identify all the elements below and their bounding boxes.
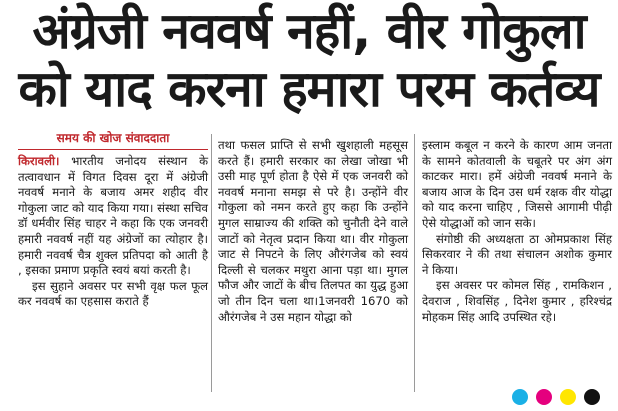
black-dot (584, 389, 600, 405)
column-divider (414, 134, 415, 392)
magenta-dot (536, 389, 552, 405)
paragraph-text: भारतीय जनोदय संस्थान के तत्वावधान में विगत दिवस दूरा में अंग्रेजी नववर्ष मनाने के बजाय अमर शहीद वीर गोकुला जाट को याद किया गया। संस्था सचिव डॉ धर्मवीर सिंह चाहर ने कहा कि एक जनवरी हमारी नववर्ष नहीं यह अंग्रेजों का त्योहार है। हमारी नववर्ष चैत्र शुक्ल प्रतिपदा को आती है , इसका प्रमाण प्रकृति स्वयं बयां करती है। (18, 154, 208, 278)
cyan-dot (512, 389, 528, 405)
yellow-dot (560, 389, 576, 405)
article-column-3 (422, 138, 612, 325)
article-paragraph: तथा फसल प्राप्ति से सभी खुशहाली महसूस करते हैं। हमारी सरकार का लेखा जोखा भी उसी माह पूर्ण होता है ऐसे में एक जनवरी को नववर्ष मनाना समझ से परे है। उन्होंने वीर गोकुला को नमन करते हुए कहा कि उन्होंने मुगल साम्राज्य की शक्ति को चुनौती देने वाले जाटों को नेतृत्व प्रदान किया था। वीर गोकुला जाट से निपटने के लिए औरंगजेब को स्वयं दिल्ली से चलकर मथुरा आना पड़ा था। मुगल फौज और जाटों के बीच तिलपत का युद्ध हुआ जो तीन दिन चला था।1जनवरी 1670 को औरंगजेब ने उस महान योद्धा को (218, 138, 408, 324)
byline: समय की खोज संवाददाता (18, 130, 208, 150)
article-column-1 (18, 130, 208, 310)
article-column-2 (218, 138, 408, 325)
article-paragraph: इस अवसर पर कोमल सिंह , रामकिशन , देवराज , शिवसिंह , दिनेश कुमार , हरिश्चंद्र मोहकम सिंह आदि उपस्थित रहे। (422, 278, 612, 324)
article-paragraph (18, 154, 208, 279)
column-divider (211, 134, 212, 392)
print-color-marks (512, 389, 600, 405)
headline-line-1: अंग्रेजी नववर्ष नहीं, वीर गोकुला (32, 2, 586, 60)
article-paragraph: इस्लाम कबूल न करने के कारण आम जनता के सामने कोतवाली के चबूतरे पर अंग अंग काटकर मारा। हमें अंग्रेजी नववर्ष मनाने के बजाय आज के दिन उस धर्म रक्षक वीर योद्धा को याद करना चाहिए , जिससे आगामी पीढ़ी ऐसे योद्धाओं को जान सके। (422, 138, 612, 230)
headline-line-2: को याद करना हमारा परम कर्तव्य (18, 60, 600, 118)
dateline-place: किरावली। (18, 154, 60, 168)
article-paragraph: संगोष्ठी की अध्यक्षता ठा ओमप्रकाश सिंह सिकरवार ने की तथा संचालन अशोक कुमार ने किया। (422, 231, 612, 277)
article-paragraph: इस सुहाने अवसर पर सभी वृक्ष फल फूल कर नववर्ष का एहसास कराते हैं (18, 278, 208, 309)
